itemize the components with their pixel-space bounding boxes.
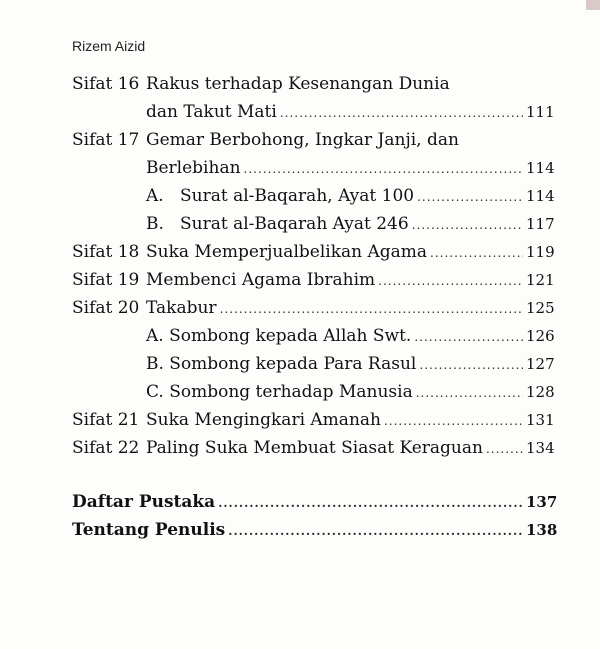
- sub-letter: A.: [146, 186, 164, 206]
- dot-leader: [384, 407, 523, 435]
- section-spacer: [72, 462, 550, 488]
- page-corner-mark: [586, 0, 600, 10]
- toc-sub-entry-20c[interactable]: [72, 378, 555, 406]
- toc-sub-entry-20a[interactable]: [72, 322, 555, 350]
- page-number: 137: [526, 493, 558, 511]
- dot-leader: [417, 183, 523, 211]
- toc-entry-sifat-20[interactable]: [72, 294, 555, 322]
- page-number: 131: [526, 411, 555, 429]
- sub-title: Surat al-Baqarah, Ayat 100: [180, 186, 415, 206]
- page-number: 114: [526, 187, 555, 205]
- entry-title: Membenci Agama Ibrahim: [146, 270, 376, 290]
- entry-number: Sifat 18: [72, 242, 140, 262]
- entry-title: Rakus terhadap Kesenangan Dunia: [146, 74, 450, 94]
- toc-sub-entry-17a[interactable]: [72, 182, 555, 210]
- sub-title: A. Sombong kepada Allah Swt.: [146, 326, 412, 346]
- toc-entry-sifat-17[interactable]: [72, 126, 550, 154]
- dot-leader: [486, 435, 523, 463]
- dot-leader: [218, 489, 523, 517]
- toc-entry-daftar-pustaka[interactable]: [72, 488, 558, 516]
- entry-number: Sifat 19: [72, 270, 140, 290]
- entry-title: Daftar Pustaka: [72, 492, 216, 512]
- entry-title: Suka Mengingkari Amanah: [146, 410, 381, 430]
- dot-leader: [416, 379, 523, 407]
- entry-number: Sifat 17: [72, 130, 140, 150]
- dot-leader: [414, 323, 523, 351]
- entry-title: Takabur: [146, 298, 217, 318]
- dot-leader: [412, 211, 523, 239]
- page-number: 117: [526, 215, 555, 233]
- dot-leader: [228, 517, 523, 545]
- entry-title-cont: Berlebihan: [146, 158, 241, 178]
- running-head-author: Rizem Aizid: [72, 38, 146, 54]
- dot-leader: [220, 295, 523, 323]
- entry-title: Paling Suka Membuat Siasat Keraguan: [146, 438, 483, 458]
- sub-title: C. Sombong terhadap Manusia: [146, 382, 413, 402]
- page-number: 134: [526, 439, 555, 457]
- table-of-contents: [72, 70, 558, 544]
- toc-sub-entry-20b[interactable]: [72, 350, 555, 378]
- sub-title: Surat al-Baqarah Ayat 246: [180, 214, 409, 234]
- page-number: 121: [526, 271, 555, 289]
- dot-leader: [419, 351, 523, 379]
- dot-leader: [280, 99, 523, 127]
- page-number: 119: [526, 243, 555, 261]
- entry-title: Suka Memperjualbelikan Agama: [146, 242, 428, 262]
- page-number: 114: [526, 159, 555, 177]
- page-number: 111: [526, 103, 555, 121]
- toc-entry-sifat-22[interactable]: [72, 434, 555, 462]
- page-number: 128: [526, 383, 555, 401]
- toc-sub-entry-17b[interactable]: [72, 210, 555, 238]
- entry-title: Tentang Penulis: [72, 520, 226, 540]
- entry-title: Gemar Berbohong, Ingkar Janji, dan: [146, 130, 459, 150]
- entry-number: Sifat 22: [72, 438, 140, 458]
- page-number: 127: [526, 355, 555, 373]
- toc-entry-sifat-21[interactable]: [72, 406, 555, 434]
- dot-leader: [378, 267, 523, 295]
- page-number: 138: [526, 521, 558, 539]
- toc-entry-tentang-penulis[interactable]: [72, 516, 558, 544]
- toc-entry-sifat-18[interactable]: [72, 238, 555, 266]
- toc-entry-sifat-19[interactable]: [72, 266, 555, 294]
- dot-leader: [244, 155, 523, 183]
- toc-entry-sifat-16[interactable]: [72, 70, 550, 98]
- toc-entry-sifat-16-cont[interactable]: [72, 98, 555, 126]
- entry-number: Sifat 20: [72, 298, 140, 318]
- toc-entry-sifat-17-cont[interactable]: [72, 154, 555, 182]
- sub-title: B. Sombong kepada Para Rasul: [146, 354, 417, 374]
- entry-title-cont: dan Takut Mati: [146, 102, 277, 122]
- sub-letter: B.: [146, 214, 164, 234]
- entry-number: Sifat 21: [72, 410, 140, 430]
- page-number: 125: [526, 299, 555, 317]
- entry-number: Sifat 16: [72, 74, 140, 94]
- page-number: 126: [526, 327, 555, 345]
- dot-leader: [430, 239, 523, 267]
